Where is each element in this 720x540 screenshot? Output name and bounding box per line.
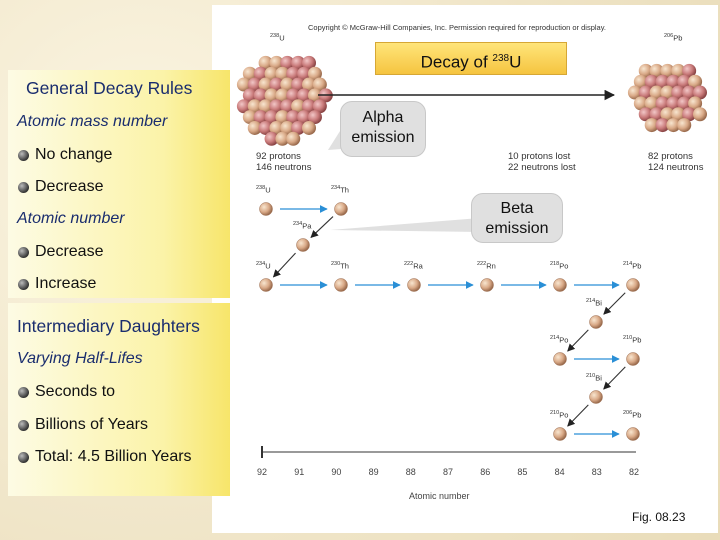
nuclide-label [623,261,641,271]
nuclide-label [293,221,311,231]
x-tick-label: 86 [480,467,491,477]
alpha-emission-callout: Alpha emission [340,101,426,157]
u238-neutrons: 146 neutrons [256,162,312,173]
nuclide-mass: 214 [550,335,560,341]
nuclide-214po [554,353,567,366]
nuclide-mass: 210 [550,410,560,416]
uranium-nucleus [237,56,333,146]
bullet-no-change [35,146,112,164]
nuclide-mass: 214 [623,261,633,267]
nuclide-label [256,261,271,271]
nuclide-mass: 234 [293,221,303,227]
lost-particles [508,151,576,173]
nuclide-210bi [590,391,603,404]
bullet-icon [18,182,29,193]
nuclide-label [256,185,271,195]
nuclide-214bi [590,316,603,329]
nuclide-label [331,261,349,271]
u238-label [270,33,285,43]
nuclide-mass: 206 [623,410,633,416]
nuclide-symbol: Pb [632,410,642,420]
x-tick-label: 88 [405,467,416,477]
nuclide-symbol: Pb [632,261,642,271]
nuclide-label [586,298,602,308]
pb206-composition [648,151,703,173]
nuclide-230th [335,279,348,292]
bullet-billions [35,416,148,434]
title-mass-number: 238 [492,53,510,64]
nuclide-mass: 222 [404,261,414,267]
bullet-text: No change [35,146,113,163]
nuclide-mass: 230 [331,261,341,267]
neutrons-lost: 22 neutrons lost [508,162,576,173]
nuclide-label [550,335,568,345]
subheading-half-lifes: Varying Half-Lifes [17,350,143,367]
beta-arrow [604,367,626,389]
heading-general-decay-rules: General Decay Rules [26,78,193,98]
subheading-atomic-number: Atomic number [17,210,125,227]
beta-arrow [311,217,333,238]
nuclide-mass: 234 [331,185,341,191]
nuclide-label [404,261,423,271]
nucleon [286,132,300,146]
bullet-total [35,448,192,466]
x-tick-label: 92 [257,467,268,477]
nuclide-234u [260,279,273,292]
u238-mass: 238 [270,33,280,39]
x-tick-label: 82 [629,467,640,477]
u238-protons: 92 protons [256,151,301,162]
heading-intermediary-daughters: Intermediary Daughters [17,316,200,336]
nuclide-symbol: Th [340,185,349,195]
bullet-icon [18,150,29,161]
bullet-decrease-number [35,243,103,261]
nuclide-symbol: Pb [632,335,642,345]
bullet-decrease-mass [35,178,103,196]
nuclide-symbol: Bi [595,373,602,383]
pb206-protons: 82 protons [648,151,693,162]
bullet-text: Billions of Years [35,416,148,433]
nuclide-label [623,410,641,420]
bullet-text: Decrease [35,178,104,195]
bullet-text: Seconds to [35,383,116,400]
title-element: U [509,52,522,72]
bullet-text: Total: 4.5 Billion Years [35,448,192,465]
title-prefix: Decay of [420,52,493,72]
x-axis-label: Atomic number [409,491,470,501]
copyright-notice: Copyright © McGraw-Hill Companies, Inc. Permission required for reproduction or display. [308,23,606,32]
nuclide-214pb [627,279,640,292]
nuclide-234th [335,203,348,216]
beta-arrow [604,293,625,314]
nuclide-mass: 238 [256,185,266,191]
nuclide-218po [554,279,567,292]
beta-emission-callout: Beta emission [471,193,563,243]
nuclide-222ra [408,279,421,292]
beta-callout-pointer [330,218,480,232]
nuclide-symbol: U [265,261,271,271]
bullet-icon [18,387,29,398]
nuclide-mass: 222 [477,261,487,267]
figure-number: Fig. 08.23 [632,510,686,524]
pb206-label [664,33,682,43]
bullet-icon [18,420,29,431]
pb206-mass: 206 [664,33,674,39]
beta-arrow [568,330,589,351]
nucleon [693,107,707,121]
nucleon [677,118,691,132]
nuclide-234pa [297,239,310,252]
nuclide-symbol: Bi [595,298,602,308]
nuclide-symbol: U [265,185,271,195]
x-tick-label: 83 [591,467,602,477]
nuclide-label [331,185,349,195]
nuclide-210pb [627,353,640,366]
nuclide-mass: 210 [586,373,596,379]
nuclide-mass: 234 [256,261,266,267]
nuclide-symbol: Po [559,335,569,345]
nuclide-symbol: Th [340,261,349,271]
nuclide-symbol: Po [559,410,569,420]
nuclide-206pb [627,428,640,441]
nuclide-label [623,335,641,345]
nuclide-symbol: Rn [486,261,496,271]
nuclide-210po [554,428,567,441]
pb206-neutrons: 124 neutrons [648,162,704,173]
bullet-text: Decrease [35,243,104,260]
subheading-mass-number: Atomic mass number [17,113,168,130]
protons-lost: 10 protons lost [508,151,571,162]
nucleon [302,121,316,135]
x-tick-label: 85 [517,467,528,477]
bullet-icon [18,452,29,463]
nuclide-label [550,410,568,420]
nuclide-symbol: Pa [302,221,312,231]
beta-arrow [273,253,295,277]
bullet-increase-number [35,275,96,293]
lead-nucleus [628,64,707,132]
bullet-icon [18,279,29,290]
u238-symbol: U [279,33,285,43]
x-tick-label: 84 [554,467,565,477]
nuclide-symbol: Po [559,261,569,271]
x-tick-label: 87 [443,467,454,477]
nuclide-mass: 218 [550,261,560,267]
nuclide-mass: 210 [623,335,633,341]
x-tick-label: 90 [331,467,342,477]
nuclide-238u [260,203,273,216]
bullet-icon [18,247,29,258]
beta-arrow [568,405,589,426]
nuclide-222rn [481,279,494,292]
nuclide-label [586,373,602,383]
x-tick-label: 91 [294,467,305,477]
slide-title [375,42,567,75]
nuclide-mass: 214 [586,298,596,304]
nuclide-symbol: Ra [413,261,423,271]
nuclide-label [550,261,568,271]
bullet-text: Increase [35,275,97,292]
decay-chain [260,203,640,441]
pb206-symbol: Pb [673,33,683,43]
bullet-seconds [35,383,115,401]
nuclide-label [477,261,496,271]
x-tick-label: 89 [368,467,379,477]
u238-composition [256,151,311,173]
